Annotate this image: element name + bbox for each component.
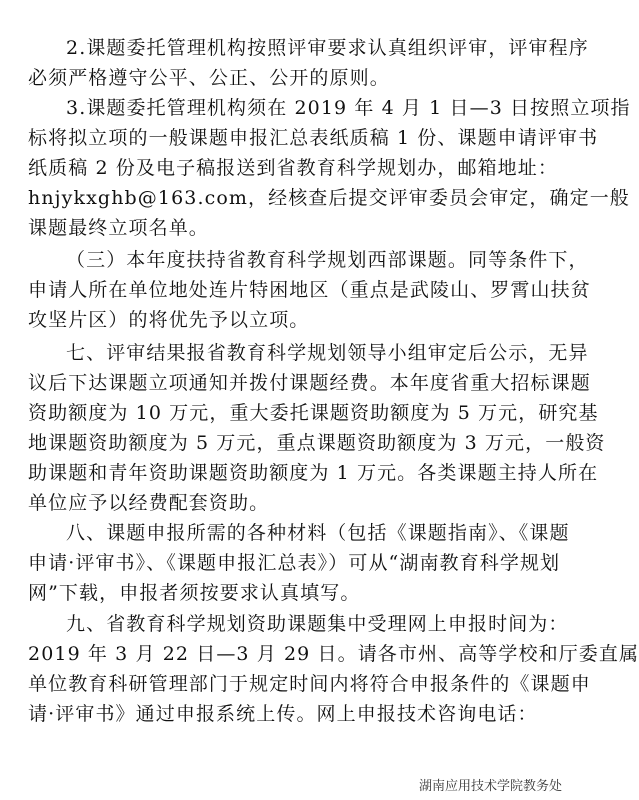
text-line: （三）本年度扶持省教育科学规划西部课题。同等条件下，	[66, 249, 589, 271]
text-line: 网”下载，申报者须按要求认真填写。	[28, 582, 361, 604]
text-line: 必须严格遵守公平、公正、公开的原则。	[28, 67, 390, 89]
text-line: 申请·评审书》、《课题申报汇总表》）可从“湖南教育科学规划	[28, 552, 561, 574]
text-line: 七、评审结果报省教育科学规划领导小组审定后公示，无异	[66, 342, 589, 364]
text-line: 2019 年 3 月 22 日—3 月 29 日。请各市州、高等学校和厅委直属	[28, 643, 639, 665]
text-line: 请·评审书》通过申报系统上传。网上申报技术咨询电话：	[28, 703, 538, 725]
text-line: 九、省教育科学规划资助课题集中受理网上申报时间为：	[66, 613, 569, 635]
text-line: 地课题资助额度为 5 万元，重点课题资助额度为 3 万元，一般资	[28, 432, 606, 454]
text-line: 2.课题委托管理机构按照评审要求认真组织评审，评审程序	[66, 37, 589, 59]
text-line: 议后下达课题立项通知并拨付课题经费。本年度省重大招标课题	[28, 372, 591, 394]
text-line: 课题最终立项名单。	[28, 217, 209, 239]
text-line: 八、课题申报所需的各种材料（包括《课题指南》、《课题	[66, 522, 570, 544]
text-line: hnjykxghb@163.com，经核查后提交评审委员会审定，确定一般	[28, 187, 630, 209]
text-line: 3.课题委托管理机构须在 2019 年 4 月 1 日—3 日按照立项指	[66, 97, 631, 119]
text-line: 单位应予以经费配套资助。	[28, 492, 270, 514]
watermark: 湖南应用技术学院教务处	[418, 779, 562, 794]
text-line: 资助额度为 10 万元，重大委托课题资助额度为 5 万元，研究基	[28, 402, 599, 424]
text-line: 助课题和青年资助课题资助额度为 1 万元。各类课题主持人所在	[28, 462, 599, 484]
text-line: 标将拟立项的一般课题申报汇总表纸质稿 1 份、课题申请评审书	[28, 127, 599, 149]
text-line: 纸质稿 2 份及电子稿报送到省教育科学规划办，邮箱地址：	[28, 157, 558, 179]
text-line: 申请人所在单位地处连片特困地区（重点是武陵山、罗霄山扶贫	[28, 279, 591, 301]
text-line: 单位教育科研管理部门于规定时间内将符合申报条件的《课题申	[28, 673, 591, 695]
text-line: 攻坚片区）的将优先予以立项。	[28, 309, 310, 331]
